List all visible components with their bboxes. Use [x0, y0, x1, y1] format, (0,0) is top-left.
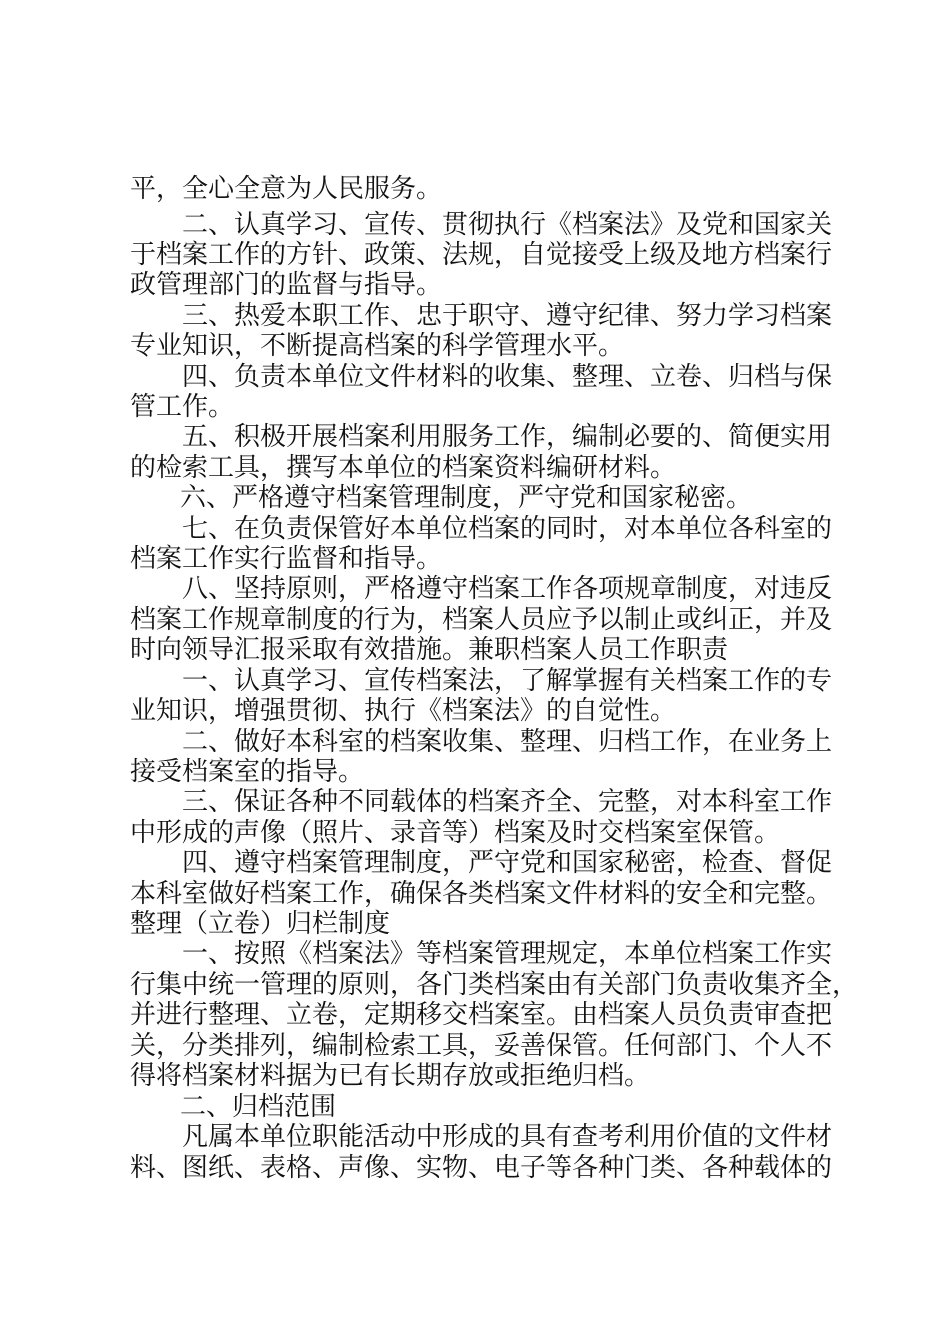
text-line: 行集中统一管理的原则，各门类档案由有关部门负责收集齐全， — [130, 970, 859, 1000]
text-line: 政管理部门的监督与指导。 — [130, 270, 443, 300]
text-line: 七、在负责保管好本单位档案的同时，对本单位各科室的 — [182, 514, 833, 544]
text-line: 本科室做好档案工作，确保各类档案文件材料的安全和完整。 — [130, 879, 833, 909]
text-line: 一、认真学习、宣传档案法，了解掌握有关档案工作的专 — [182, 666, 833, 696]
text-line: 凡属本单位职能活动中形成的具有查考利用价值的文件材 — [182, 1122, 833, 1152]
text-line: 业知识，增强贯彻、执行《档案法》的自觉性。 — [130, 696, 677, 726]
text-line: 的检索工具，撰写本单位的档案资料编研材料。 — [130, 453, 677, 483]
text-line: 并进行整理、立卷，定期移交档案室。由档案人员负责审查把 — [130, 1000, 833, 1030]
text-line: 五、积极开展档案利用服务工作，编制必要的、简便实用 — [182, 422, 833, 452]
text-line: 档案工作实行监督和指导。 — [130, 544, 443, 574]
text-line: 平，全心全意为人民服务。 — [130, 174, 443, 204]
text-line: 中形成的声像（照片、录音等）档案及时交档案室保管。 — [130, 818, 781, 848]
text-line: 接受档案室的指导。 — [130, 757, 365, 787]
text-line: 三、热爱本职工作、忠于职守、遵守纪律、努力学习档案 — [182, 301, 833, 331]
text-line: 时向领导汇报采取有效措施。兼职档案人员工作职责 — [130, 635, 729, 665]
section-heading: 整理（立卷）归栏制度 — [130, 909, 391, 939]
text-line: 二、认真学习、宣传、贯彻执行《档案法》及党和国家关 — [182, 210, 833, 240]
text-line: 得将档案材料据为已有长期存放或拒绝归档。 — [130, 1061, 651, 1091]
text-line: 料、图纸、表格、声像、实物、电子等各种门类、各种载体的 — [130, 1153, 833, 1183]
text-line: 四、遵守档案管理制度，严守党和国家秘密，检查、督促 — [182, 848, 833, 878]
text-line: 二、归档范围 — [180, 1092, 337, 1122]
text-line: 专业知识，不断提高档案的科学管理水平。 — [130, 331, 625, 361]
text-line: 一、按照《档案法》等档案管理规定，本单位档案工作实 — [182, 939, 833, 969]
text-line: 管工作。 — [130, 392, 235, 422]
text-line: 关，分类排列，编制检索工具，妥善保管。任何部门、个人不 — [130, 1031, 833, 1061]
text-line: 八、坚持原则，严格遵守档案工作各项规章制度，对违反 — [182, 574, 833, 604]
text-line: 档案工作规章制度的行为，档案人员应予以制止或纠正，并及 — [130, 605, 833, 635]
text-line: 六、严格遵守档案管理制度，严守党和国家秘密。 — [180, 483, 753, 513]
text-line: 于档案工作的方针、政策、法规，自觉接受上级及地方档案行 — [130, 240, 833, 270]
text-line: 四、负责本单位文件材料的收集、整理、立卷、归档与保 — [182, 362, 833, 392]
text-line: 三、保证各种不同载体的档案齐全、完整，对本科室工作 — [182, 787, 833, 817]
text-line: 二、做好本科室的档案收集、整理、归档工作，在业务上 — [182, 727, 833, 757]
